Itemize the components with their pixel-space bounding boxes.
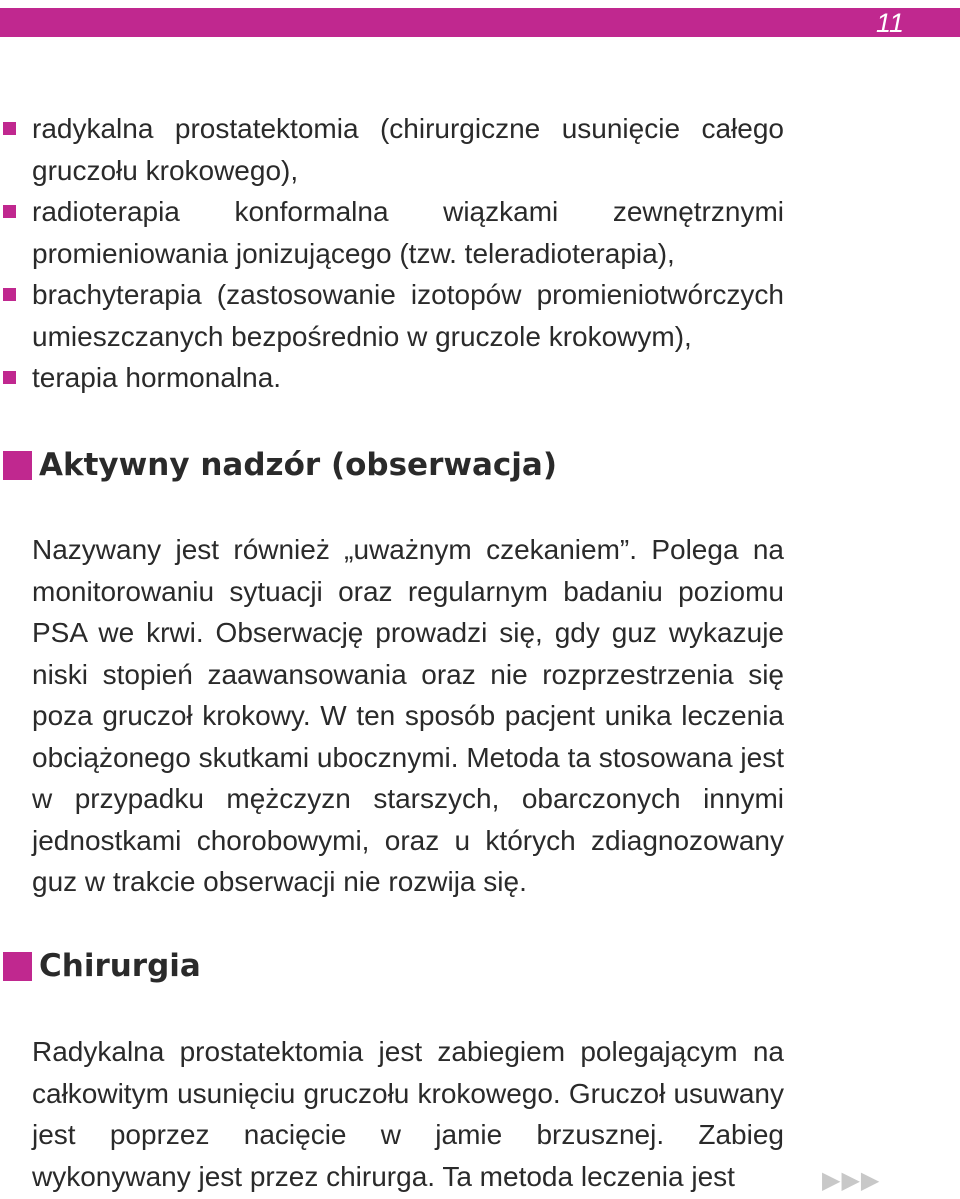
square-bullet-icon <box>3 288 16 301</box>
square-heading-icon <box>3 952 32 981</box>
section-body-surgery: Radykalna prostatektomia jest zabiegiem polegającym na całkowitym usunięciu gruczołu krokowego. Gruczoł usuwany jest poprzez nacięcie w jamie brzusznej. Zabieg wykonywany jest przez chirurga. Ta metoda leczenia jest <box>32 1036 784 1192</box>
list-item <box>32 357 784 399</box>
page-number: 11 <box>875 8 904 38</box>
treatment-bullet-list <box>32 108 784 399</box>
section-title: Aktywny nadzór (obserwacja) <box>39 447 558 483</box>
header-bar <box>0 8 960 37</box>
section-body-active-surveillance: Nazywany jest również „uważnym czekaniem”. Polega na monitorowaniu sytuacji oraz regularnym badaniu poziomu PSA we krwi. Obserwację prowadzi się, gdy guz wykazuje niski stopień zaawansowania oraz nie rozprzestrzenia się poza gruczoł krokowy. W ten sposób pacjent unika leczenia obciążonego skutkami ubocznymi. Metoda ta stosowana jest w przypadku mężczyzn starszych, obarczonych innymi jednostkami chorobowymi, oraz u których zdiagnozowany guz w trakcie obserwacji nie rozwija się. <box>32 534 784 897</box>
list-item <box>32 191 784 274</box>
list-item-text: terapia hormonalna. <box>32 362 282 393</box>
section-heading-active-surveillance <box>3 443 557 487</box>
list-item-text: radioterapia konformalna wiązkami zewnętrznymi promieniowania jonizującego (tzw. teleradioterapia), <box>32 196 784 269</box>
square-bullet-icon <box>3 205 16 218</box>
list-item-text: brachyterapia (zastosowanie izotopów promieniotwórczych umieszczanych bezpośrednio w gruczole krokowym), <box>32 279 784 352</box>
list-item-text: radykalna prostatektomia (chirurgiczne usunięcie całego gruczołu krokowego), <box>32 113 784 186</box>
list-item <box>32 274 784 357</box>
section-title: Chirurgia <box>39 948 201 984</box>
square-bullet-icon <box>3 371 16 384</box>
continue-arrow-icon: ▶▶▶ <box>822 1166 881 1194</box>
square-bullet-icon <box>3 122 16 135</box>
square-heading-icon <box>3 451 32 480</box>
section-heading-surgery <box>3 944 201 988</box>
list-item <box>32 108 784 191</box>
